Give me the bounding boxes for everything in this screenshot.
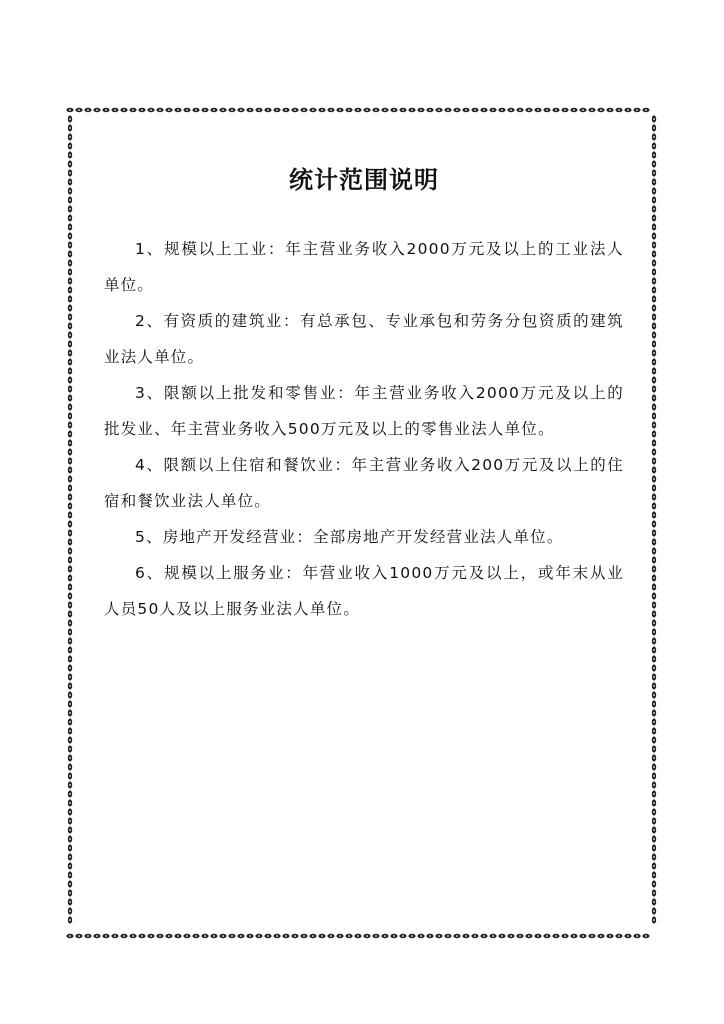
paragraph-4: 4、限额以上住宿和餐饮业：年主营业务收入200万元及以上的住宿和餐饮业法人单位。: [104, 456, 624, 510]
paragraph-5: 5、房地产开发经营业：全部房地产开发经营业法人单位。: [135, 528, 564, 546]
document-title: 统计范围说明: [289, 165, 439, 194]
paragraph-6: 6、规模以上服务业：年营业收入1000万元及以上，或年末从业人员50人及以上服务业法人单位。: [104, 564, 624, 618]
paragraph-3: 3、限额以上批发和零售业：年主营业务收入2000万元及以上的批发业、年主营业务收入500万元及以上的零售业法人单位。: [104, 384, 624, 438]
paragraph-2: 2、有资质的建筑业：有总承包、专业承包和劳务分包资质的建筑业法人单位。: [104, 312, 624, 366]
document-body: [104, 160, 624, 627]
paragraph-1: 1、规模以上工业：年主营业务收入2000万元及以上的工业法人单位。: [104, 240, 624, 294]
